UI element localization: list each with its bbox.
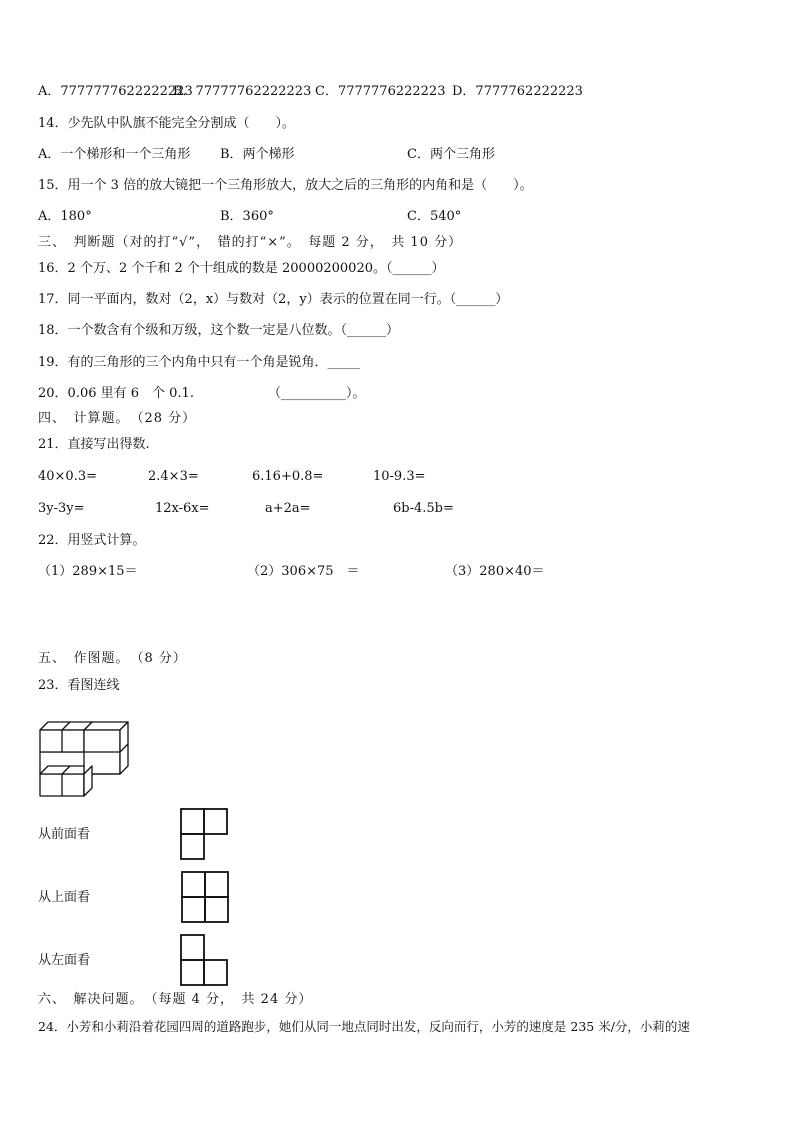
q20-stem: 20．0.06 里有 6 个 0.1. bbox=[38, 386, 194, 401]
q14-option-a: A．一个梯形和一个三角形 bbox=[38, 147, 191, 162]
q22-stem: 22．用竖式计算。 bbox=[38, 533, 146, 548]
q23-stem: 23．看图连线 bbox=[38, 678, 120, 693]
q21-item: 40×0.3= bbox=[38, 469, 98, 484]
q14-option-c: C．两个三角形 bbox=[407, 147, 495, 162]
view-shape-1[interactable] bbox=[180, 808, 230, 862]
q19: 19．有的三角形的三个内角中只有一个角是锐角．_____ bbox=[38, 355, 361, 370]
q14-stem: 14．少先队中队旗不能完全分割成（ ）。 bbox=[38, 116, 296, 131]
cube-stack-figure bbox=[36, 702, 132, 798]
q15-option-c: C．540° bbox=[407, 209, 462, 224]
q20-blank: （__________）。 bbox=[268, 386, 366, 401]
q24: 24．小芳和小莉沿着花园四周的道路跑步，她们从同一地点同时出发，反向而行，小芳的速度是 235 米/分，小莉的速 bbox=[38, 1019, 690, 1034]
q18: 18．一个数含有个级和万级，这个数一定是八位数。（______） bbox=[38, 323, 400, 338]
q16: 16．2 个万、2 个千和 2 个十组成的数是 20000200020。（______） bbox=[38, 261, 445, 276]
q21-item: a+2a= bbox=[265, 501, 311, 516]
q22-item-2: （2）306×75 ＝ bbox=[247, 564, 360, 579]
q15-option-a: A．180° bbox=[38, 209, 92, 224]
q22-item-1: （1）289×15＝ bbox=[38, 564, 138, 579]
q21-item: 10-9.3= bbox=[373, 469, 426, 484]
q13-option-d: D．7777762222223 bbox=[452, 84, 583, 99]
q15-option-b: B．360° bbox=[220, 209, 274, 224]
top-view-label: 从上面看 bbox=[38, 890, 91, 905]
q17: 17．同一平面内，数对（2，x）与数对（2，y）表示的位置在同一行。（______） bbox=[38, 292, 509, 307]
q13-option-b: B．77777762222223 bbox=[173, 84, 312, 99]
q13-option-a: A．7777777622222223 bbox=[38, 84, 193, 99]
view-shape-3[interactable] bbox=[180, 934, 230, 988]
q21-item: 6b-4.5b= bbox=[393, 501, 454, 516]
q21-item: 3y-3y= bbox=[38, 501, 85, 516]
front-view-label: 从前面看 bbox=[38, 827, 91, 842]
left-view-label: 从左面看 bbox=[38, 953, 91, 968]
q13-option-c: C．7777776222223 bbox=[315, 84, 446, 99]
section-4-heading: 四、 计算题。 （28 分） bbox=[38, 411, 197, 426]
view-shape-2[interactable] bbox=[181, 871, 231, 925]
q21-item: 12x-6x= bbox=[155, 501, 210, 516]
q22-item-3: （3）280×40＝ bbox=[445, 564, 545, 579]
q15-stem: 15．用一个 3 倍的放大镜把一个三角形放大，放大之后的三角形的内角和是（ ）。 bbox=[38, 178, 533, 193]
section-6-heading: 六、 解决问题。 （每题 4 分， 共 24 分） bbox=[38, 992, 313, 1007]
q14-option-b: B．两个梯形 bbox=[220, 147, 295, 162]
q21-stem: 21．直接写出得数. bbox=[38, 437, 150, 452]
q21-item: 6.16+0.8= bbox=[252, 469, 324, 484]
q21-item: 2.4×3= bbox=[148, 469, 199, 484]
section-3-heading: 三、 判断题（对的打“√”， 错的打“×”。 每题 2 分， 共 10 分） bbox=[38, 235, 463, 250]
section-5-heading: 五、 作图题。 （8 分） bbox=[38, 651, 187, 666]
